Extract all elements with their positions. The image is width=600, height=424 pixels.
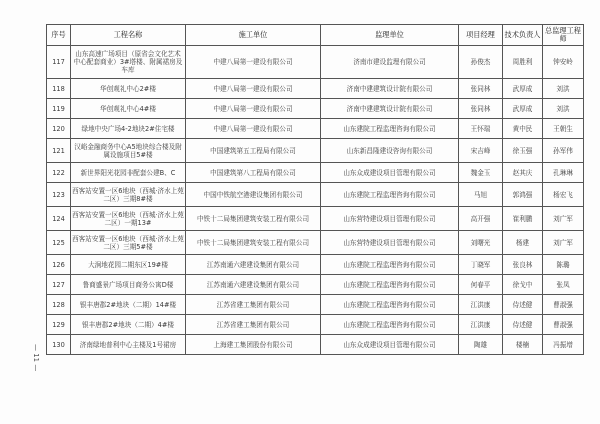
- cell-technical-lead: 武厚成: [503, 99, 543, 119]
- cell-contractor: 中国建筑第八工程局有限公司: [186, 163, 321, 183]
- cell-project-manager: 何春平: [459, 275, 503, 295]
- header-technical-lead: 技术负责人: [503, 25, 543, 46]
- cell-technical-lead: 张良林: [503, 255, 543, 275]
- cell-supervisor: 山东建院工程监理咨询有限公司: [321, 183, 459, 207]
- cell-technical-lead: 杨建: [503, 231, 543, 255]
- cell-project-manager: 陶雄: [459, 335, 503, 355]
- cell-supervisor: 山东营特建设项目管理有限公司: [321, 231, 459, 255]
- table-row: [47, 255, 584, 275]
- cell-no: 123: [47, 183, 71, 207]
- cell-supervisor: 济南中建建筑设计院有限公司: [321, 79, 459, 99]
- cell-technical-lead: 郭鸿强: [503, 183, 543, 207]
- cell-contractor: 中国中铁航空港建设集团有限公司: [186, 183, 321, 207]
- cell-project-manager: 马旭: [459, 183, 503, 207]
- cell-project-name: 绿地中央广场4-2地块2#住宅楼: [71, 119, 186, 139]
- cell-project-manager: 张同林: [459, 79, 503, 99]
- cell-no: 118: [47, 79, 71, 99]
- cell-no: 129: [47, 315, 71, 335]
- cell-no: 120: [47, 119, 71, 139]
- table-row: [47, 315, 584, 335]
- table-row: [47, 275, 584, 295]
- cell-contractor: 江苏南通六建建设集团有限公司: [186, 255, 321, 275]
- table-row: [47, 46, 584, 79]
- cell-contractor: 江苏省建工集团有限公司: [186, 315, 321, 335]
- cell-technical-lead: 侍述健: [503, 315, 543, 335]
- cell-supervisor: 山东众成建设项目管理有限公司: [321, 163, 459, 183]
- cell-chief-supervisor: 钟安岭: [543, 46, 584, 79]
- cell-project-name: 西客站安置一区6地块（西城·济水上苑二区）三期8#楼: [71, 183, 186, 207]
- cell-supervisor: 山东新昌隆建设咨询有限公司: [321, 139, 459, 163]
- table-row: [47, 99, 584, 119]
- cell-supervisor: 济南中建建筑设计院有限公司: [321, 99, 459, 119]
- cell-chief-supervisor: 杨宏飞: [543, 183, 584, 207]
- cell-contractor: 中建八局第一建设有限公司: [186, 119, 321, 139]
- cell-project-manager: 丁晓军: [459, 255, 503, 275]
- cell-project-manager: 宋吉峰: [459, 139, 503, 163]
- cell-project-name: 银丰唐郡2#地块（二期）14#楼: [71, 295, 186, 315]
- cell-supervisor: 山东建院工程监理咨询有限公司: [321, 295, 459, 315]
- table-row: [47, 183, 584, 207]
- cell-chief-supervisor: 张凤: [543, 275, 584, 295]
- header-contractor: 施工单位: [186, 25, 321, 46]
- cell-chief-supervisor: 孙军伟: [543, 139, 584, 163]
- cell-chief-supervisor: 孔琳琳: [543, 163, 584, 183]
- cell-project-name: 鲁商盛景广场项目商务公寓D楼: [71, 275, 186, 295]
- header-chief-supervisor: 总监理工程师: [543, 25, 584, 46]
- cell-chief-supervisor: 曹淑强: [543, 295, 584, 315]
- cell-project-manager: 江洪康: [459, 315, 503, 335]
- cell-project-name: 山东高速广场项目（原省会文化艺术中心配套商业）3#塔楼、附属裙房及车库: [71, 46, 186, 79]
- cell-supervisor: 山东建院工程监理咨询有限公司: [321, 315, 459, 335]
- cell-chief-supervisor: 曹淑强: [543, 315, 584, 335]
- table-row: [47, 163, 584, 183]
- cell-project-name: 大涧地花园二期东区19#楼: [71, 255, 186, 275]
- cell-contractor: 江苏南通六建建设集团有限公司: [186, 275, 321, 295]
- cell-project-manager: 高开强: [459, 207, 503, 231]
- cell-chief-supervisor: 刘广军: [543, 231, 584, 255]
- cell-no: 125: [47, 231, 71, 255]
- cell-chief-supervisor: 刘洪: [543, 99, 584, 119]
- cell-project-manager: 张同林: [459, 99, 503, 119]
- cell-contractor: 中国建筑第五工程局有限公司: [186, 139, 321, 163]
- cell-project-name: 新世界阳光花园非配套公建B、C: [71, 163, 186, 183]
- cell-supervisor: 山东建院工程监理咨询有限公司: [321, 275, 459, 295]
- cell-supervisor: 山东众成建设项目管理有限公司: [321, 335, 459, 355]
- cell-chief-supervisor: 冯振增: [543, 335, 584, 355]
- cell-no: 124: [47, 207, 71, 231]
- cell-contractor: 江苏省建工集团有限公司: [186, 295, 321, 315]
- header-project-manager: 项目经理: [459, 25, 503, 46]
- cell-project-manager: 魏金玉: [459, 163, 503, 183]
- header-no: 序号: [47, 25, 71, 46]
- cell-contractor: 中建八局第一建设有限公司: [186, 46, 321, 79]
- cell-project-name: 济南绿地普利中心主楼及1号裙房: [71, 335, 186, 355]
- cell-no: 127: [47, 275, 71, 295]
- table-row: [47, 139, 584, 163]
- cell-supervisor: 山东营特建设项目管理有限公司: [321, 207, 459, 231]
- cell-contractor: 中建八局第一建设有限公司: [186, 79, 321, 99]
- cell-technical-lead: 侍述健: [503, 295, 543, 315]
- table-header-row: [47, 25, 584, 46]
- cell-project-name: 汉峪金融商务中心A5地块综合楼及附属设施项目5#楼: [71, 139, 186, 163]
- table-row: [47, 335, 584, 355]
- cell-contractor: 中铁十二局集团建筑安装工程有限公司: [186, 207, 321, 231]
- cell-supervisor: 山东建院工程监理咨询有限公司: [321, 255, 459, 275]
- table-row: [47, 207, 584, 231]
- cell-technical-lead: 崔利鹏: [503, 207, 543, 231]
- table-row: [47, 295, 584, 315]
- cell-project-name: 银丰唐郡2#地块（二期）4#楼: [71, 315, 186, 335]
- cell-project-name: 西客站安置一区6地块（西城·济水上苑二区）三期5#楼: [71, 231, 186, 255]
- cell-project-name: 西客站安置一区6地块（西城·济水上苑二区）一期13#: [71, 207, 186, 231]
- header-supervisor: 监理单位: [321, 25, 459, 46]
- table-row: [47, 79, 584, 99]
- cell-no: 122: [47, 163, 71, 183]
- header-project-name: 工程名称: [71, 25, 186, 46]
- cell-project-manager: 刘曙光: [459, 231, 503, 255]
- cell-no: 117: [47, 46, 71, 79]
- cell-chief-supervisor: 王朝生: [543, 119, 584, 139]
- cell-contractor: 中铁十二局集团建筑安装工程有限公司: [186, 231, 321, 255]
- cell-project-manager: 孙俊杰: [459, 46, 503, 79]
- cell-project-manager: 王怀瑞: [459, 119, 503, 139]
- cell-chief-supervisor: 刘广军: [543, 207, 584, 231]
- cell-contractor: 上海建工集团股份有限公司: [186, 335, 321, 355]
- cell-contractor: 中建八局第一建设有限公司: [186, 99, 321, 119]
- cell-project-name: 华创观礼中心4#楼: [71, 99, 186, 119]
- cell-technical-lead: 武厚成: [503, 79, 543, 99]
- cell-no: 128: [47, 295, 71, 315]
- cell-technical-lead: 周胜利: [503, 46, 543, 79]
- cell-technical-lead: 徐戈中: [503, 275, 543, 295]
- page-number: — 11 —: [32, 344, 40, 372]
- cell-project-manager: 江洪康: [459, 295, 503, 315]
- cell-technical-lead: 黄中民: [503, 119, 543, 139]
- cell-technical-lead: 赵其庆: [503, 163, 543, 183]
- cell-project-name: 华创观礼中心2#楼: [71, 79, 186, 99]
- cell-no: 130: [47, 335, 71, 355]
- cell-supervisor: 济南市建设监理有限公司: [321, 46, 459, 79]
- cell-chief-supervisor: 刘洪: [543, 79, 584, 99]
- cell-no: 126: [47, 255, 71, 275]
- table-row: [47, 231, 584, 255]
- cell-no: 119: [47, 99, 71, 119]
- cell-chief-supervisor: 陈璐: [543, 255, 584, 275]
- cell-supervisor: 山东建院工程监理咨询有限公司: [321, 119, 459, 139]
- cell-no: 121: [47, 139, 71, 163]
- project-table: [46, 24, 584, 355]
- table-row: [47, 119, 584, 139]
- cell-technical-lead: 徐玉强: [503, 139, 543, 163]
- cell-technical-lead: 楼楠: [503, 335, 543, 355]
